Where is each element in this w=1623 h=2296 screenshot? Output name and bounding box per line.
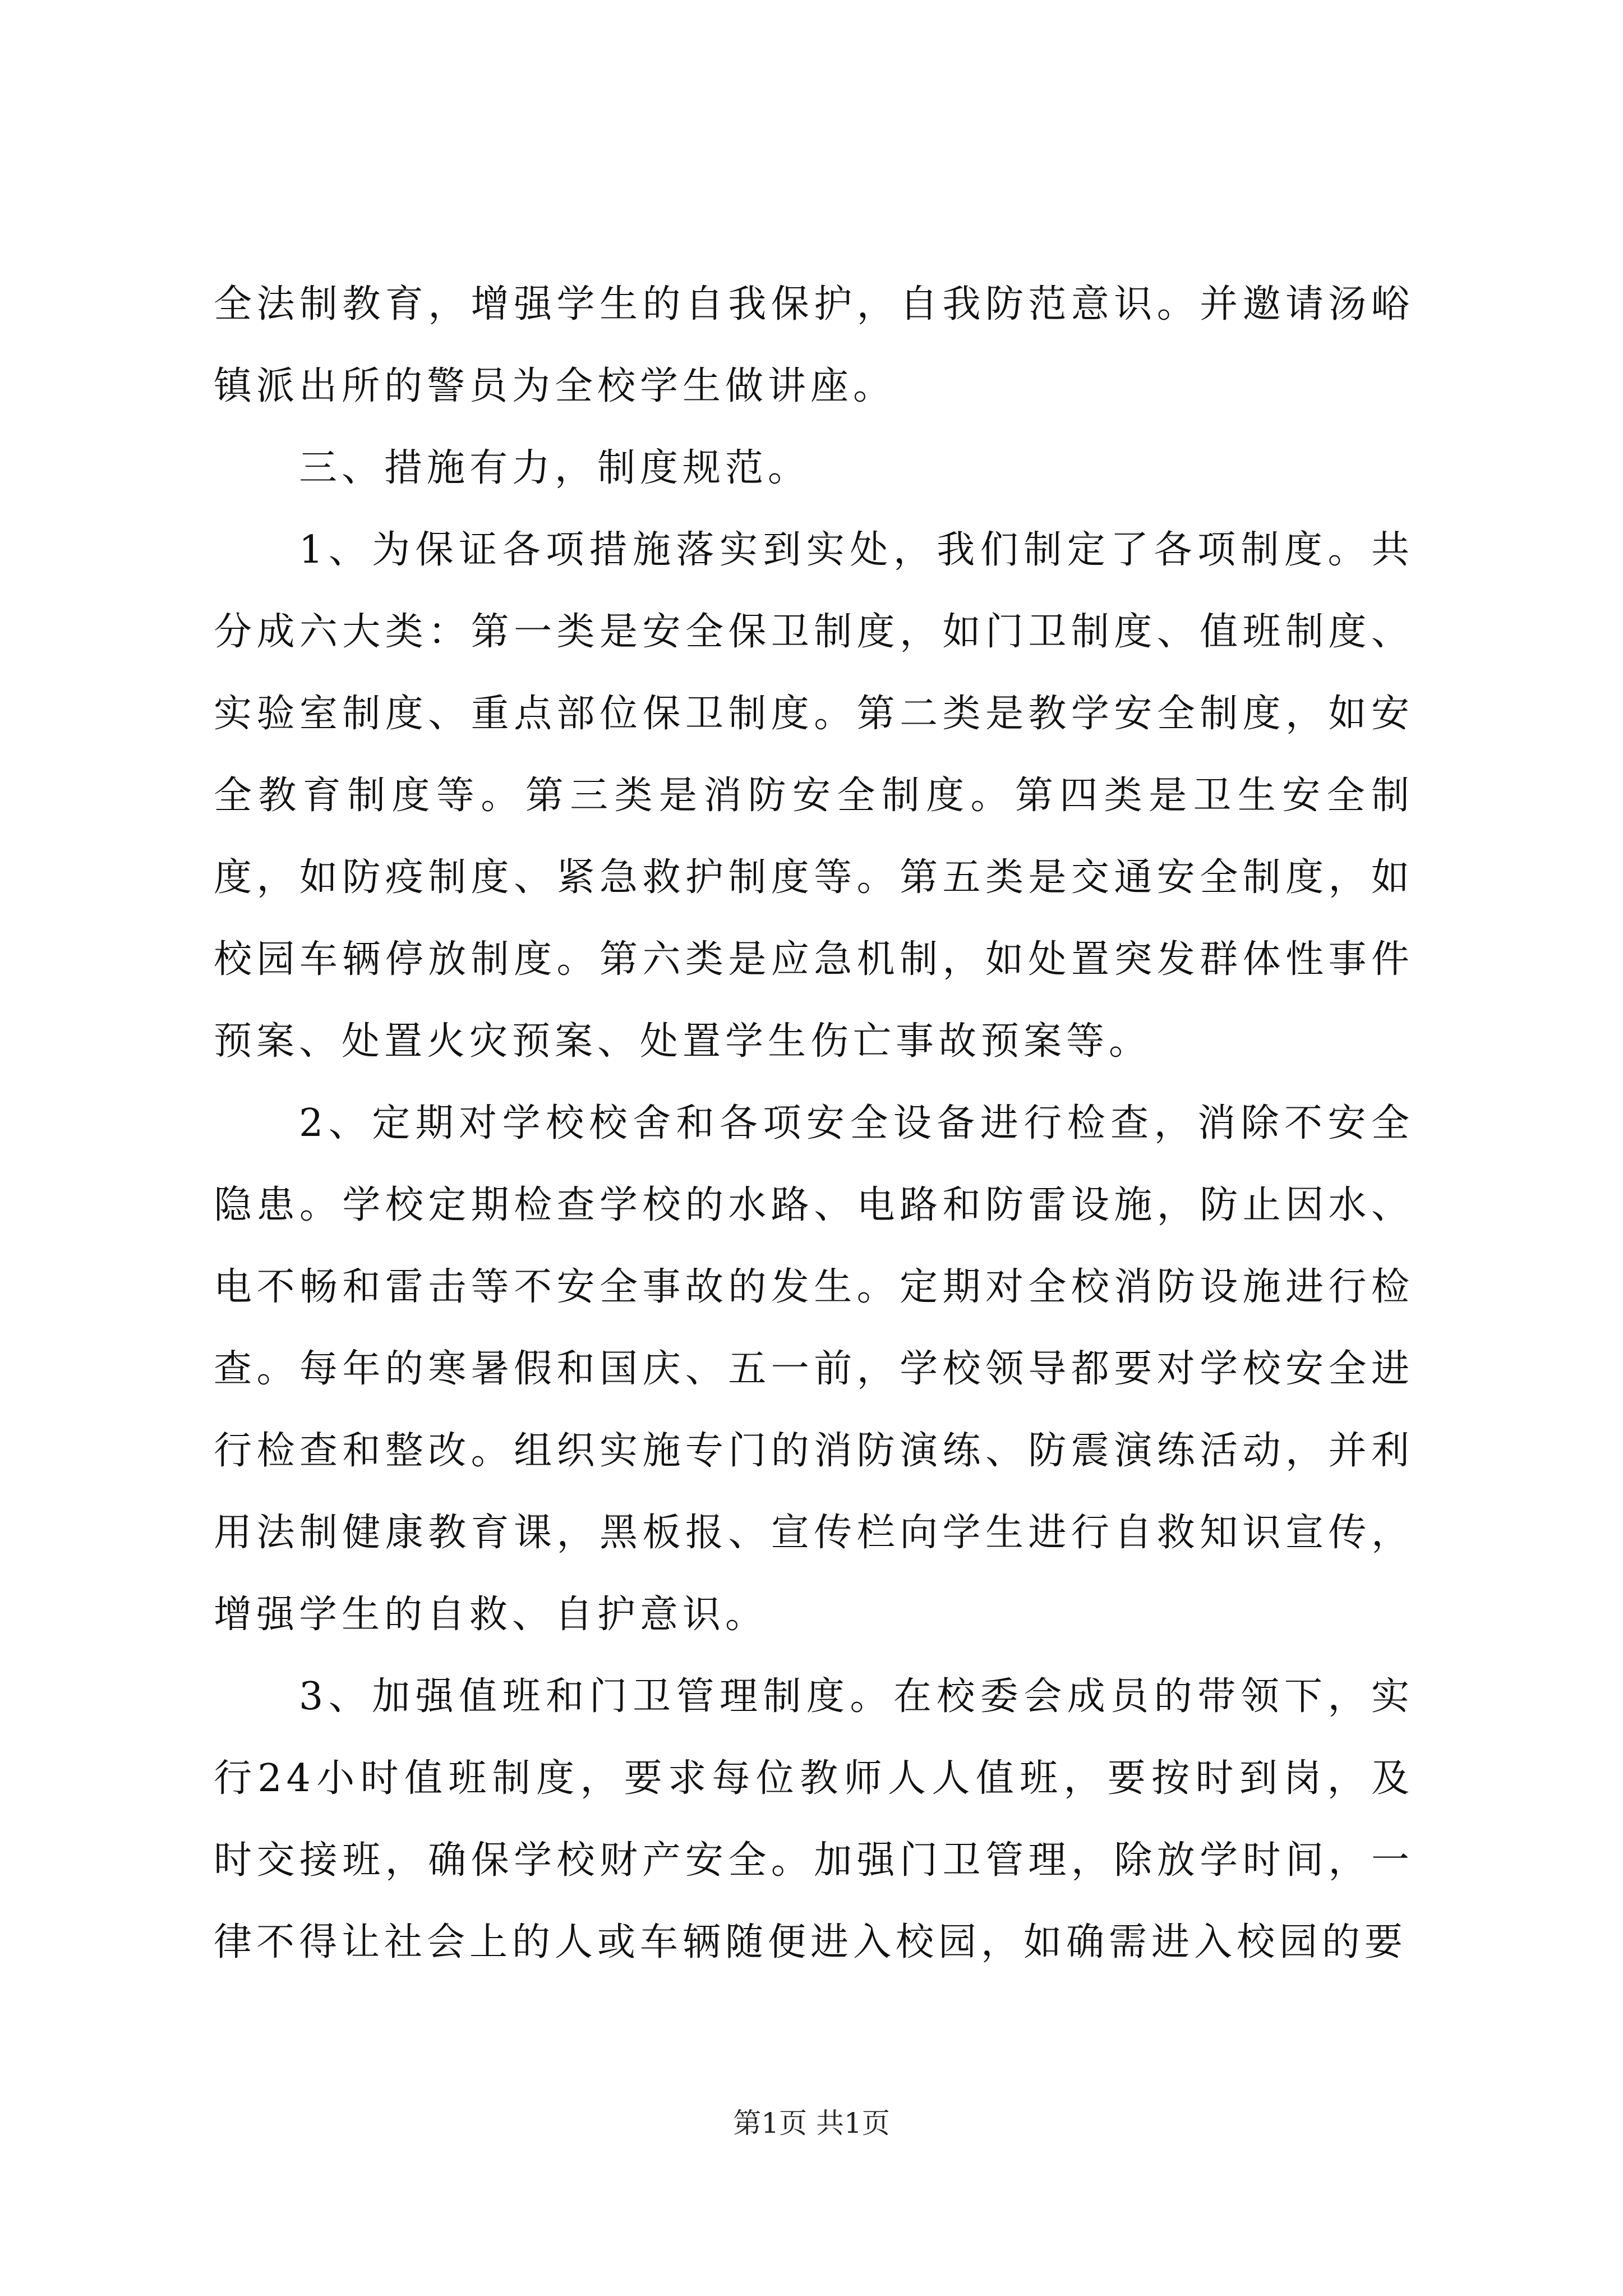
paragraph-item-3: 3、加强值班和门卫管理制度。在校委会成员的带领下，实行24小时值班制度，要求每位教师人人值班，要按时到岗，及时交接班，确保学校财产安全。加强门卫管理，除放学时间，一律不得让社会上的人或车辆随便进入校园，如确需进入校园的要	[214, 1674, 1414, 1964]
paragraph-1: 全法制教育，增强学生的自我保护，自我防范意识。并邀请汤峪镇派出所的警员为全校学生做讲座。	[214, 282, 1414, 408]
section-heading-3: 三、措施有力，制度规范。	[299, 446, 811, 490]
document-body	[214, 264, 1414, 1984]
paragraph-item-2: 2、定期对学校校舍和各项安全设备进行检查，消除不安全隐患。学校定期检查学校的水路、电路和防雷设施，防止因水、电不畅和雷击等不安全事故的发生。定期对全校消防设施进行检查。每年的寒暑假和国庆、五一前，学校领导都要对学校安全进行检查和整改。组织实施专门的消防演练、防震演练活动，并利用法制健康教育课，黑板报、宣传栏向学生进行自救知识宣传，增强学生的自救、自护意识。	[214, 1101, 1414, 1637]
paragraph-item-1: 1、为保证各项措施落实到实处，我们制定了各项制度。共分成六大类：第一类是安全保卫制度，如门卫制度、值班制度、实验室制度、重点部位保卫制度。第二类是教学安全制度，如安全教育制度等。第三类是消防安全制度。第四类是卫生安全制度，如防疫制度、紧急救护制度等。第五类是交通安全制度，如校园车辆停放制度。第六类是应急机制，如处置突发群体性事件预案、处置火灾预案、处置学生伤亡事故预案等。	[214, 528, 1414, 1064]
page-footer: 第1页 共1页	[733, 2107, 890, 2139]
